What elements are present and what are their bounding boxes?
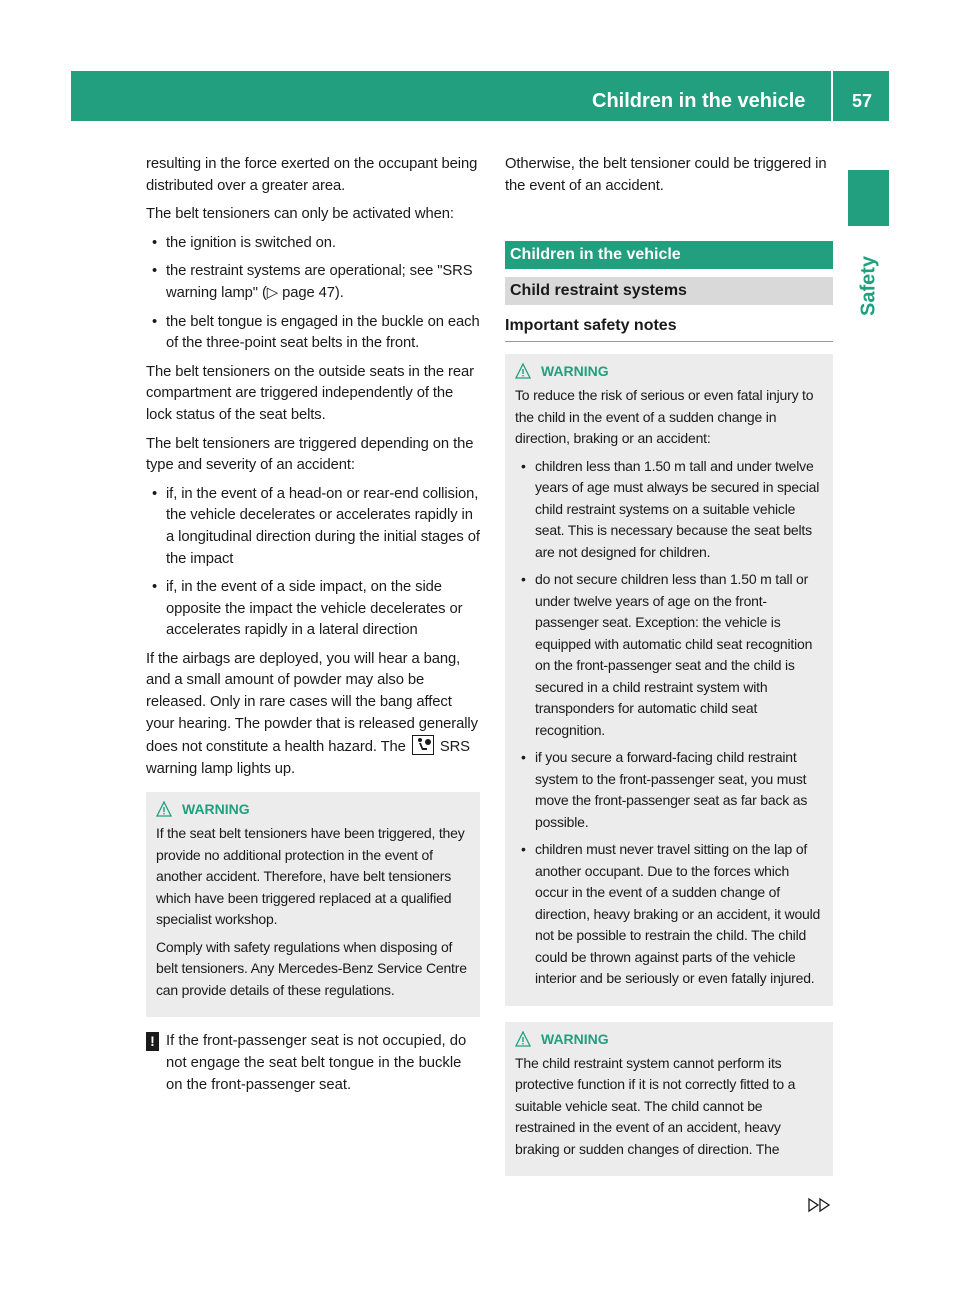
warning-text: To reduce the risk of serious or even fatal injury to the child in the event of a sudden change in direction, braking or an accident: (515, 387, 814, 447)
list-item: • the ignition is switched on. (146, 233, 480, 255)
warning-text: Comply with safety regulations when disposing of belt tensioners. Any Mercedes-Benz Service Centre can provide details of these regulations. (156, 938, 467, 998)
warning-heading (515, 361, 825, 381)
paragraph: resulting in the force exerted on the occupant being distributed over a greater area. (146, 156, 478, 194)
right-column (505, 154, 833, 1176)
side-tab (848, 236, 889, 336)
bullet-icon: • (152, 485, 158, 502)
note-text: If the front-passenger seat is not occupied, do not engage the seat belt tongue in the buckle on the front-passenger seat. (166, 1033, 467, 1093)
bullet-icon: • (521, 841, 526, 858)
bullet-icon: • (152, 263, 158, 280)
bullet-icon: • (152, 579, 158, 596)
list-item: • the belt tongue is engaged in the buckle on each of the three-point seat belts in the front. (152, 313, 480, 352)
page-number: 57 (851, 91, 873, 111)
warning-box (146, 792, 480, 1017)
list-item: • children less than 1.50 m tall and under twelve years of age must always be secured in special child restraint systems on a suitable vehicle seat. This is necessary because the seat belts are not designed for children. (521, 457, 820, 560)
side-tab-label: Safety (857, 255, 879, 317)
list-item: • do not secure children less than 1.50 m tall or under twelve years of age on the front-passenger seat. Exception: the vehicle is equipped with automatic child seat recognition on the front-passenger seat and the child is secured in a child restraint system with transponders for automatic child seat recognition. (521, 571, 813, 738)
warning-triangle-icon (515, 1031, 531, 1047)
warning-label: WARNING (541, 363, 609, 380)
page-header-title: Children in the vehicle (592, 90, 806, 112)
warning-label: WARNING (541, 1030, 609, 1047)
bullet-icon: • (521, 571, 526, 588)
warning-text: If the seat belt tensioners have been triggered, they provide no additional protection in the event of another accident. Therefore, have belt tensioners which have been triggered replaced at a qualified specialist workshop. (156, 825, 465, 928)
warning-box (505, 1022, 833, 1177)
continue-arrows-icon (807, 1197, 833, 1213)
warning-text: The child restraint system cannot perform its protective function if it is not correctly fitted to a suitable vehicle seat. The child cannot be restrained in the event of an accident, heavy braking or sudden changes of direction. The (515, 1054, 796, 1157)
subsection-heading: Child restraint systems (505, 277, 833, 305)
side-tab-marker (848, 170, 889, 226)
srs-warning-lamp-icon (412, 735, 434, 755)
list-item (146, 261, 480, 304)
paragraph: The belt tensioners can only be activated when: (146, 206, 454, 223)
list-item: • children must never travel sitting on the lap of another occupant. Due to the forces which occur in the event of a sudden change of direction, heavy braking or an accident, it would not be possible to restrain the child. The child could be thrown against parts of the vehicle interior and be seriously or even fatally injured. (521, 841, 821, 987)
paragraph: Otherwise, the belt tensioner could be triggered in the event of an accident. (505, 156, 827, 194)
note (146, 1031, 480, 1096)
header-divider (831, 71, 833, 121)
warning-triangle-icon (515, 363, 531, 379)
left-column (146, 154, 480, 1096)
list-item: • if, in the event of a side impact, on the side opposite the impact the vehicle decelerates or accelerates rapidly in a lateral direction (152, 579, 463, 639)
list-item: • if, in the event of a head-on or rear-end collision, the vehicle decelerates or accelerates rapidly in a longitudinal direction during the initial stages of the impact (152, 485, 480, 567)
warning-heading (515, 1029, 825, 1049)
warning-triangle-icon (156, 801, 172, 817)
bullet-icon: • (152, 234, 158, 251)
warning-label: WARNING (182, 801, 250, 818)
warning-box (505, 354, 833, 1006)
topic-heading: Important safety notes (505, 305, 833, 342)
page-reference-link[interactable]: the restraint systems are operational; see "SRS warning lamp" (▷ page 47). (166, 263, 473, 301)
paragraph: The belt tensioners on the outside seats in the rear compartment are triggered independently of the lock status of the seat belts. (146, 363, 474, 423)
bullet-icon: • (521, 749, 526, 766)
exclamation-icon: ! (146, 1032, 159, 1051)
section-heading: Children in the vehicle (505, 241, 833, 269)
bullet-icon: • (521, 457, 526, 474)
list-item: • if you secure a forward-facing child restraint system to the front-passenger seat, you must move the front-passenger seat as far back as possible. (521, 749, 808, 830)
paragraph: If the airbags are deployed, you will hear a bang, and a small amount of powder may also be released. Only in rare cases will the bang affect your hearing. The powder that is released generally does not constitute a health hazard. The SRS warning lamp lights up. (146, 650, 478, 777)
warning-heading (156, 799, 472, 819)
bullet-icon: • (152, 313, 158, 330)
paragraph: The belt tensioners are triggered depending on the type and severity of an accident: (146, 435, 474, 474)
